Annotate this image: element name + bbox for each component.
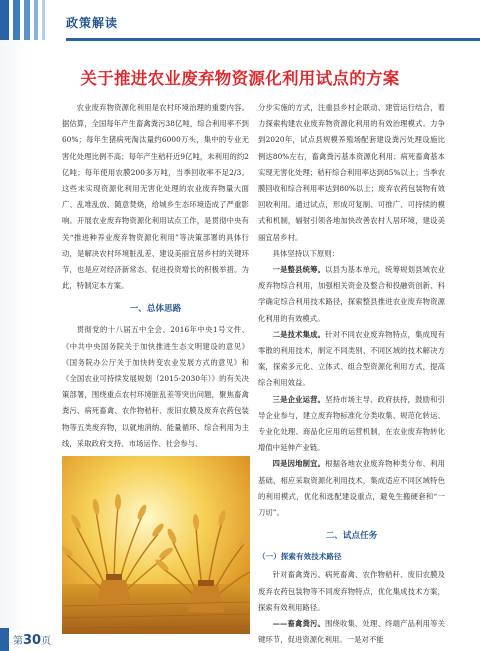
heading-overall-approach: 一、总体思路 — [129, 304, 182, 315]
principle-3-lead: 三是企业运营。 — [272, 394, 326, 404]
principle-4 — [258, 456, 445, 521]
left-margin-strip — [0, 40, 28, 630]
principle-1-lead: 一是整县统筹。 — [272, 265, 326, 275]
principle-4-text: 根据各地农业废弃物种类分布、利用基础，相应采取资源化利用技术，集成适应不同区域特色的利用模式，优化和选配建设重点，避免生搬硬套和“一刀切”。 — [258, 459, 445, 518]
page-number — [13, 632, 51, 648]
principle-3 — [258, 392, 445, 457]
heading-pilot-tasks: 二、试点任务 — [325, 531, 378, 542]
section-label: 政策解读 — [66, 16, 119, 30]
guideline-continued: 分步实施的方式，注重县乡村企联动、建管运行结合，着力探索构建农业废弃物资源化利用的有效治理模式。力争到2020年，试点县规模养殖场配套建设粪污处理设施比例达80%左右，畜禽粪污基本资源化利用；病死畜禽基本实现无害化处理；秸秆综合利用率达到85%以上；当季农膜回收和综合利用率达到80%以上；废弃农药包装物有效回收利用。通过试点，形成可复制、可推广、可持续的模式和机制，辐射引领各地加快改善农村人居环境，建设美丽宜居乡村。 — [258, 103, 445, 242]
principle-3-text: 坚持市场主导、政府扶持，鼓励和引导企业参与，建立废弃物标准化分类收集、规范化转运、专业化处理、商品化应用的运营机制，在农业废弃物转化增值中延伸产业链。 — [258, 394, 445, 453]
guideline-paragraph: 贯彻党的十八届五中全会、2016年中央1号文件、《中共中央国务院关于加快推进生态文明建设的意见》《国务院办公厅关于加快转变农业发展方式的意见》和《全国农业可持续发展规划（2015-2030年）》的有关决策部署，围绕重点农村环境脏乱差等突出问题，聚焦畜禽粪污、病死畜禽、农作物秸秆、废旧农膜及废弃农药包装物等五类废弃物，以就地消纳、能量循环、综合利用为主线，采取政府支持、市场运作、社会参与、 — [62, 325, 249, 448]
principle-1 — [258, 262, 445, 327]
principle-1-text: 以县为基本单元，统筹规划县域农业废弃物综合利用，加强相关资金及整合和投融资创新、科学确定综合利用技术路径，探索整县推进农业废弃物资源化利用的有效模式。 — [258, 265, 445, 323]
page-suffix: 页 — [41, 636, 52, 647]
subheading-technical-path: （一）探索有效技术路径 — [258, 552, 342, 562]
header-color-bars — [0, 0, 66, 40]
task-1-text: 围绕收集、处理、终端产品利用等关键环节，促进资源化利用。一是对不能 — [258, 619, 445, 645]
wheat-sheaf-illustration — [62, 456, 250, 634]
principle-2-text: 针对不同农业废弃物特点，集成现有零散的利用技术，制定不同类别、不同区域的技术解决方案，探索多元化、立体式、组合型资源化利用方式，提高综合利用效益。 — [258, 329, 445, 388]
task-1-lead: ——畜禽粪污。 — [272, 619, 326, 629]
intro-paragraph: 农业废弃物资源化利用是农村环境治理的重要内容。据估算，全国每年产生畜禽粪污38亿吨，综合利用率不到60%；每年生猪病死淘汰量约6000万头，集中的专业无害化处理比例不高；每年产生秸秆近9亿吨，未利用的约2亿吨；每年使用农膜200多万吨，当季回收率不足2/3。这些未实现资源化利用无害化处理的农业废弃物量大面广、乱堆乱放、随意焚烧，给城乡生态环境造成了严重影响。开展农业废弃物资源化利用试点工作，是贯彻中央有关“推进种养业废弃物资源化利用”等决策部署的具体行动，是解决农村环境脏乱差、建设美丽宜居乡村的关键环节，也是应对经济新常态、促进投资增长的积极举措。为此，特制定本方案。 — [62, 103, 250, 291]
task-intro: 针对畜禽粪污、病死畜禽、农作物秸秆、废旧农膜及废弃农药包装物等不同废弃物特点，优化集成技术方案，探索有效利用路径。 — [258, 570, 445, 612]
article-title: 关于推进农业废弃物资源化利用试点的方案 — [80, 69, 400, 88]
footer-color-bar — [0, 628, 9, 651]
left-column — [62, 100, 249, 452]
header-rule — [66, 38, 480, 41]
page-number-value: 30 — [23, 633, 42, 648]
page-prefix: 第 — [13, 636, 23, 647]
principle-2-lead: 二是技术集成。 — [272, 329, 326, 339]
principle-4-lead: 四是因地制宜。 — [272, 459, 326, 469]
principles-intro: 具体坚持以下原则： — [272, 248, 340, 258]
page-footer — [0, 628, 480, 651]
principle-2 — [258, 327, 445, 392]
right-column — [258, 100, 445, 649]
